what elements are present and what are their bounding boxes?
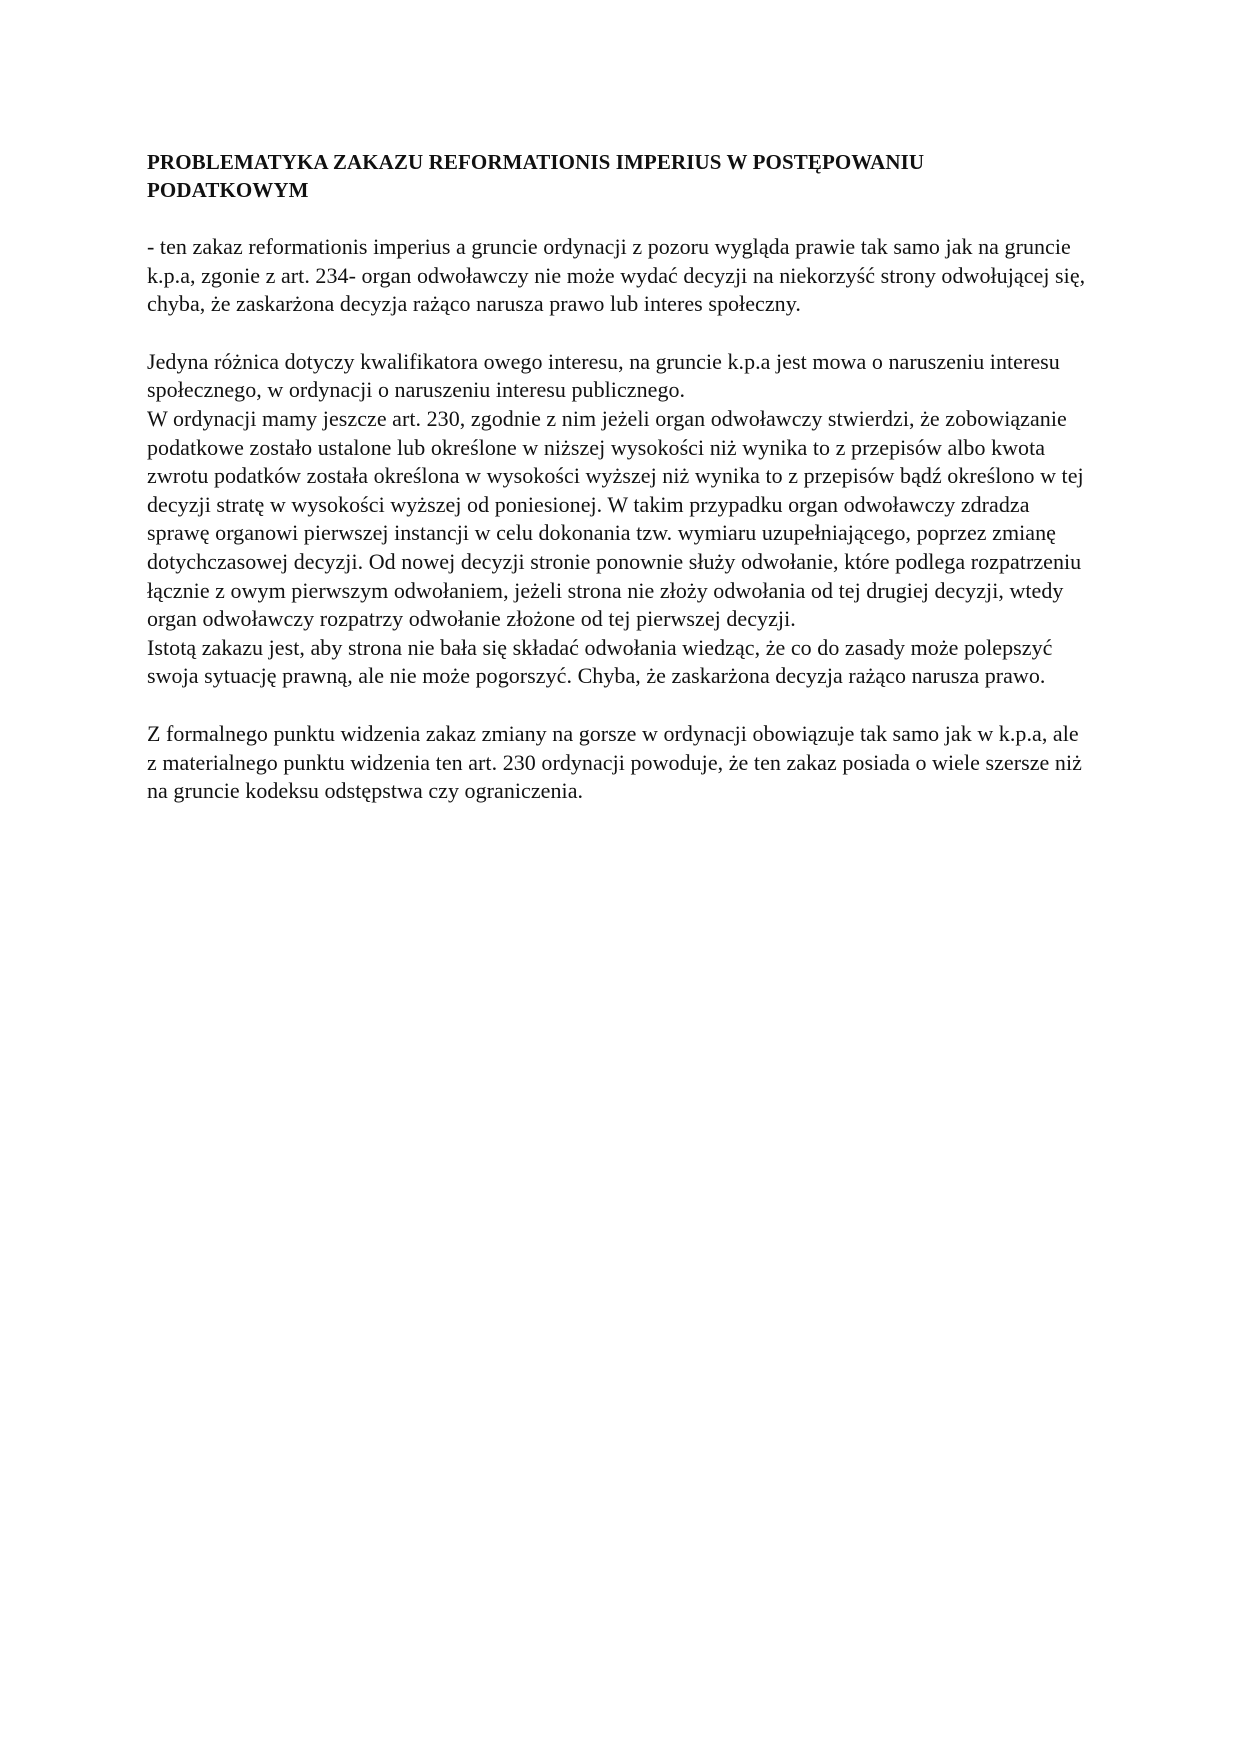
document-title: PROBLEMATYKA ZAKAZU REFORMATIONIS IMPERIUS W POSTĘPOWANIU PODATKOWYM	[147, 150, 925, 202]
paragraph-essence: Istotą zakazu jest, aby strona nie bała się składać odwołania wiedząc, że co do zasady może polepszyć swoja sytuację prawną, ale nie może pogorszyć. Chyba, że zaskarżona decyzja rażąco narusza prawo.	[147, 634, 1053, 689]
paragraph-conclusion: Z formalnego punktu widzenia zakaz zmiany na gorsze w ordynacji obowiązuje tak samo jak w k.p.a, ale z materialnego punktu widzenia ten art. 230 ordynacji powoduje, że ten zakaz posiada o wiele szersze niż na gruncie kodeksu odstępstwa czy ograniczenia.	[147, 720, 1082, 804]
paragraph-art-230: W ordynacji mamy jeszcze art. 230, zgodnie z nim jeżeli organ odwoławczy stwierdzi, że zobowiązanie podatkowe zostało ustalone lub określone w niższej wysokości niż wynika to z przepisów albo kwota zwrotu podatków została określona w wysokości wyższej niż wynika to z przepisów bądź określono w tej decyzji stratę w wysokości wyższej od poniesionej. W takim przypadku organ odwoławczy zdradza sprawę organowi pierwszej instancji w celu dokonania tzw. wymiaru uzupełniającego, poprzez zmianę dotychczasowej decyzji. Od nowej decyzji stronie ponownie służy odwołanie, które podlega rozpatrzeniu łącznie z owym pierwszym odwołaniem, jeżeli strona nie złoży odwołania od tej drugiej decyzji, wtedy organ odwoławczy rozpatrzy odwołanie złożone od tej pierwszej decyzji.	[147, 405, 1084, 632]
paragraph-intro: - ten zakaz reformationis imperius a gruncie ordynacji z pozoru wygląda prawie tak samo jak na gruncie k.p.a, zgonie z art. 234- organ odwoławczy nie może wydać decyzji na niekorzyść strony odwołującej się, chyba, że zaskarżona decyzja rażąco narusza prawo lub interes społeczny.	[147, 234, 1086, 317]
document-body	[147, 148, 1087, 806]
paragraph-difference: Jedyna różnica dotyczy kwalifikatora owego interesu, na gruncie k.p.a jest mowa o naruszeniu interesu społecznego, w ordynacji o naruszeniu interesu publicznego.	[147, 348, 1060, 403]
